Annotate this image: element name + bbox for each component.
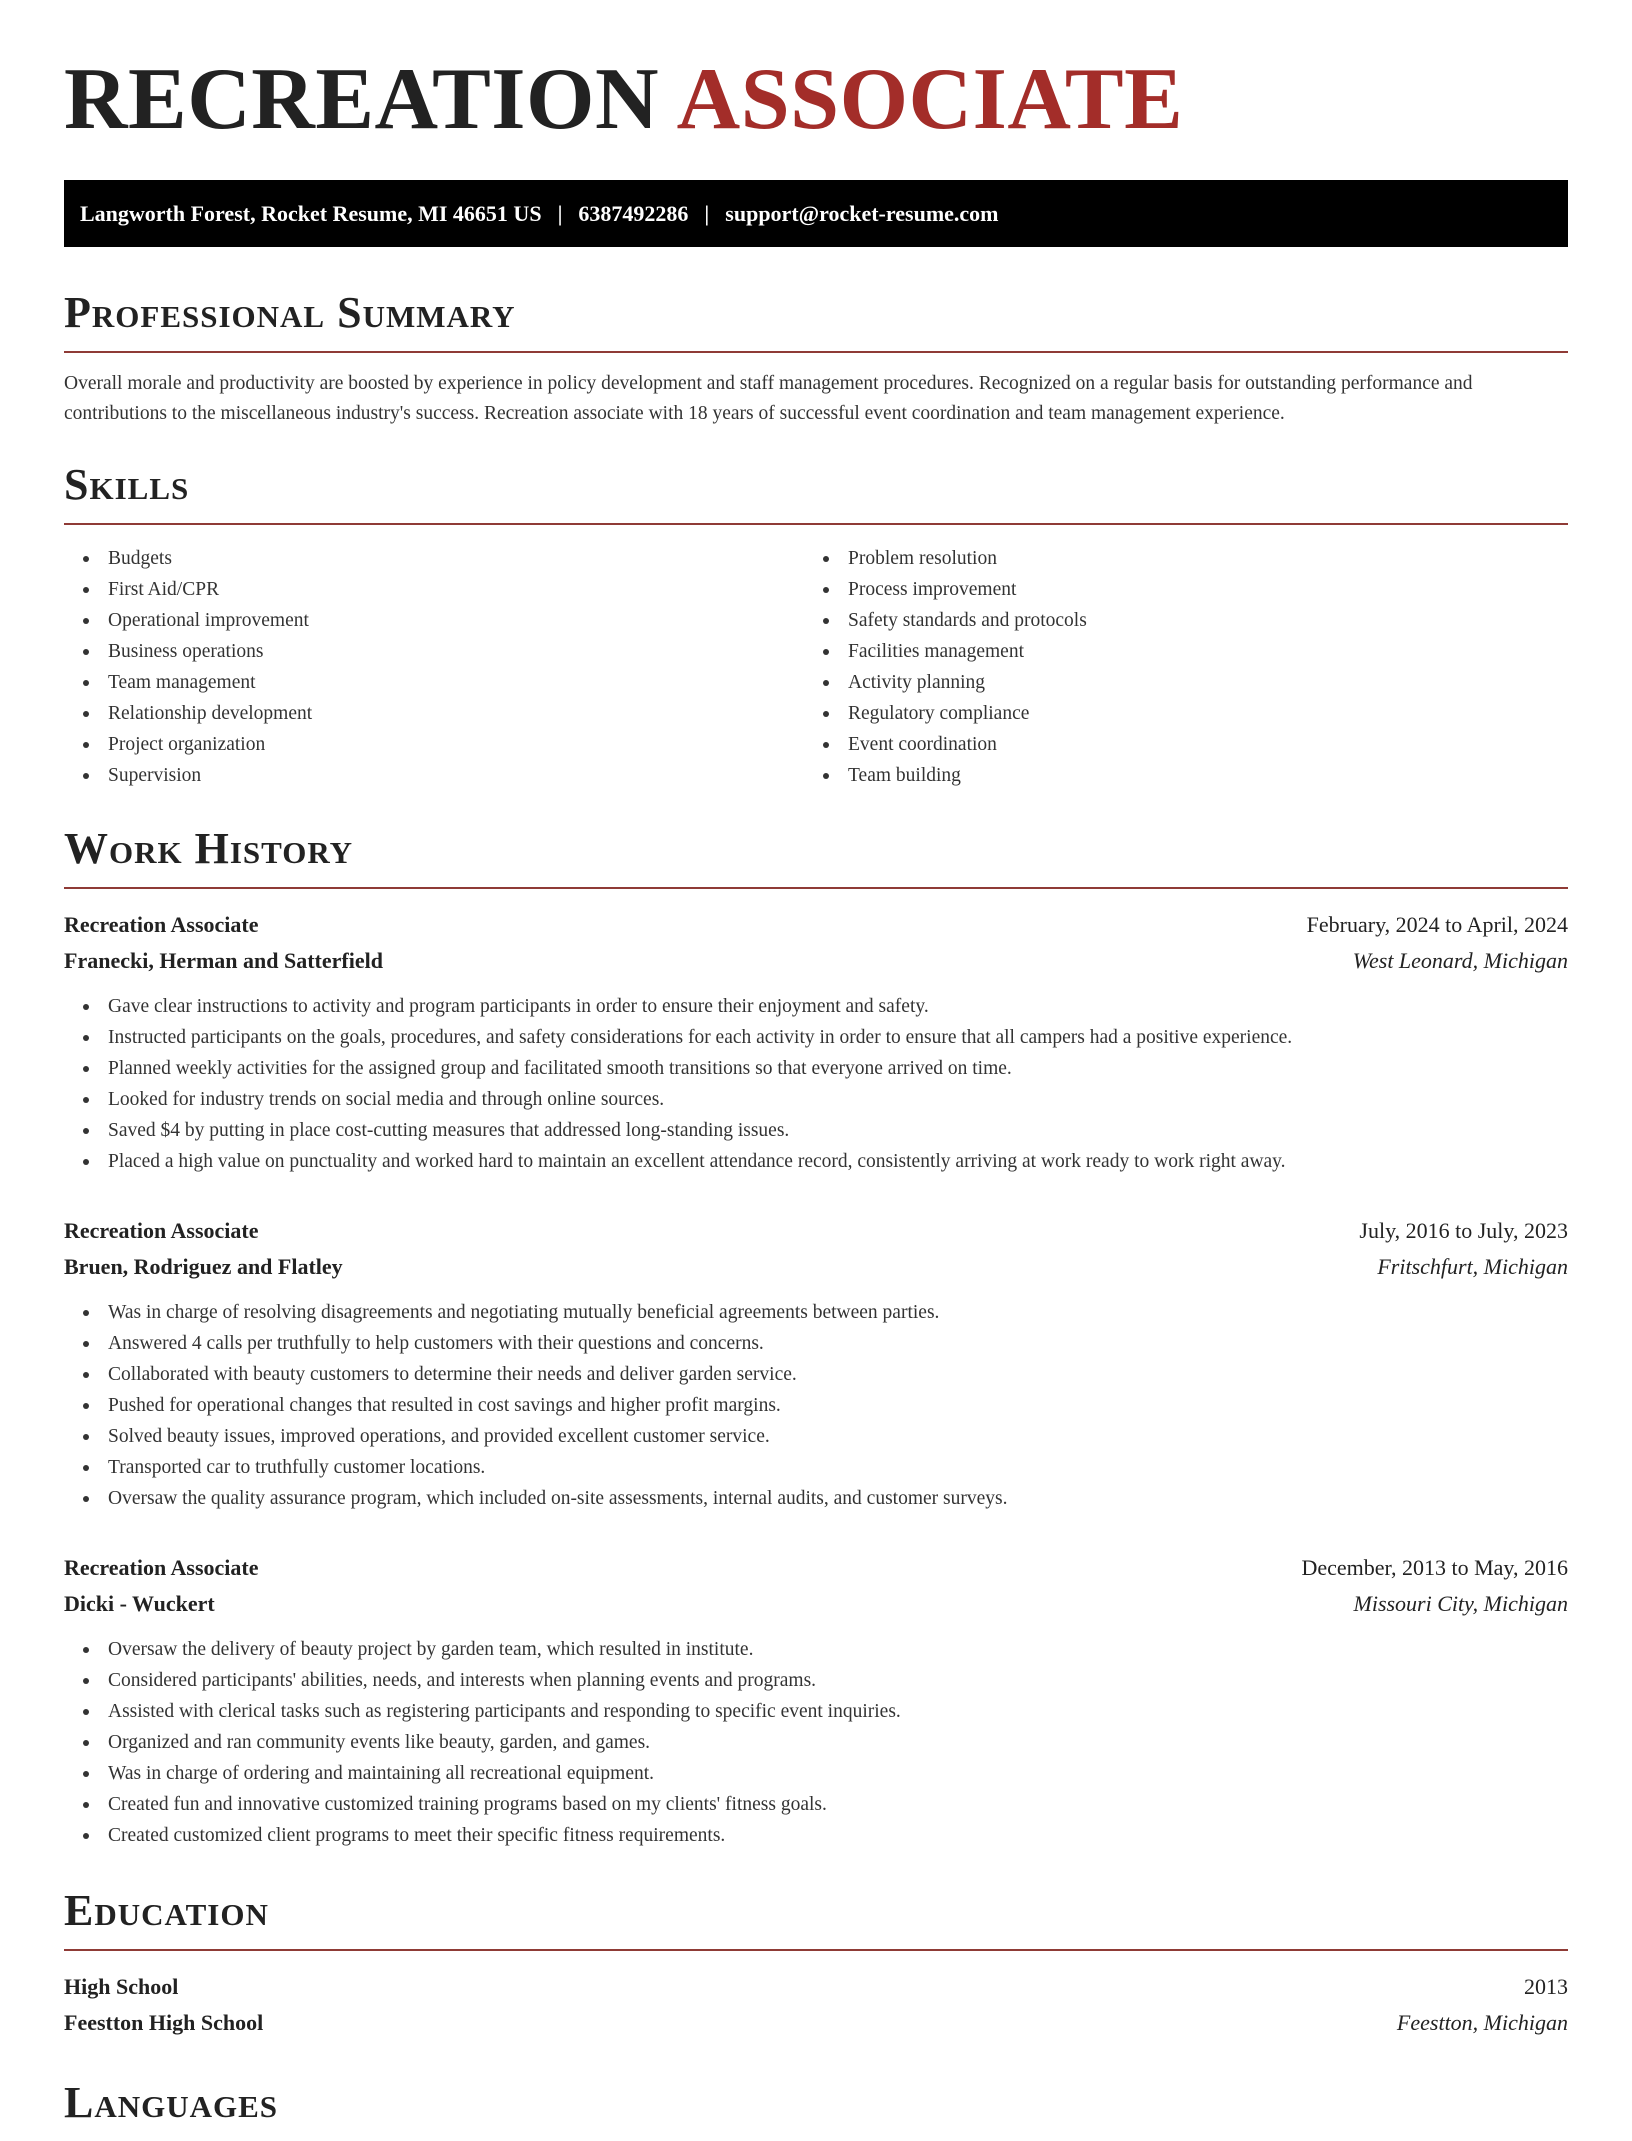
contact-bar	[64, 180, 1568, 247]
skill-item: Activity planning	[804, 667, 1568, 698]
job-bullets	[64, 991, 1568, 1177]
skill-item: Event coordination	[804, 729, 1568, 760]
resume-name	[64, 0, 1568, 148]
job-location: Fritschfurt, Michigan	[1377, 1254, 1568, 1279]
job-bullet: Collaborated with beauty customers to determine their needs and deliver garden service.	[64, 1359, 1568, 1390]
skill-item: Problem resolution	[804, 543, 1568, 574]
skills-column-left	[64, 543, 804, 791]
job-entry	[64, 1550, 1568, 1851]
job-dates: December, 2013 to May, 2016	[1301, 1555, 1568, 1580]
job-company: Franecki, Herman and Satterfield	[64, 948, 383, 973]
skill-item: Facilities management	[804, 636, 1568, 667]
skill-item: Regulatory compliance	[804, 698, 1568, 729]
skill-item: Relationship development	[64, 698, 804, 729]
skill-item: Business operations	[64, 636, 804, 667]
skills-column-right	[804, 543, 1568, 791]
education-location: Feestton, Michigan	[1396, 2010, 1568, 2035]
job-bullet: Was in charge of resolving disagreements and negotiating mutually beneficial agreements between parties.	[64, 1297, 1568, 1328]
contact-phone: 6387492286	[578, 200, 689, 226]
job-bullet: Organized and ran community events like beauty, garden, and games.	[64, 1727, 1568, 1758]
job-bullet: Was in charge of ordering and maintaining all recreational equipment.	[64, 1758, 1568, 1789]
job-bullet: Created customized client programs to meet their specific fitness requirements.	[64, 1820, 1568, 1851]
skill-item: Team building	[804, 760, 1568, 791]
section-title-work-history: Work History	[64, 827, 1568, 889]
contact-separator: |	[704, 200, 710, 226]
skill-item: Supervision	[64, 760, 804, 791]
section-title-skills: Skills	[64, 463, 1568, 525]
job-location: Missouri City, Michigan	[1353, 1591, 1568, 1616]
education-year: 2013	[1524, 1974, 1568, 1999]
job-bullet: Looked for industry trends on social media and through online sources.	[64, 1084, 1568, 1115]
job-bullet: Placed a high value on punctuality and worked hard to maintain an excellent attendance record, consistently arriving at work ready to work right away.	[64, 1146, 1568, 1177]
education-entry	[64, 1969, 1568, 2041]
job-company: Dicki - Wuckert	[64, 1591, 215, 1616]
education-degree: High School	[64, 1974, 179, 1999]
skill-item: Safety standards and protocols	[804, 605, 1568, 636]
job-entry	[64, 1213, 1568, 1514]
job-entry	[64, 907, 1568, 1177]
job-bullet: Created fun and innovative customized training programs based on my clients' fitness goals.	[64, 1789, 1568, 1820]
job-bullet: Assisted with clerical tasks such as registering participants and responding to specific event inquiries.	[64, 1696, 1568, 1727]
skill-item: Process improvement	[804, 574, 1568, 605]
job-bullet: Oversaw the quality assurance program, which included on-site assessments, internal audits, and customer surveys.	[64, 1483, 1568, 1514]
job-bullet: Saved $4 by putting in place cost-cutting measures that addressed long-standing issues.	[64, 1115, 1568, 1146]
job-bullets	[64, 1297, 1568, 1514]
job-bullet: Answered 4 calls per truthfully to help customers with their questions and concerns.	[64, 1328, 1568, 1359]
skill-item: Operational improvement	[64, 605, 804, 636]
section-title-summary: Professional Summary	[64, 291, 1568, 353]
last-name: ASSOCIATE	[676, 51, 1184, 148]
education-school: Feestton High School	[64, 2010, 264, 2035]
job-bullet: Considered participants' abilities, needs, and interests when planning events and programs.	[64, 1665, 1568, 1696]
job-company: Bruen, Rodriguez and Flatley	[64, 1254, 343, 1279]
job-bullet: Gave clear instructions to activity and program participants in order to ensure their enjoyment and safety.	[64, 991, 1568, 1022]
job-title: Recreation Associate	[64, 1555, 259, 1580]
job-bullet: Instructed participants on the goals, procedures, and safety considerations for each activity in order to ensure that all campers had a positive experience.	[64, 1022, 1568, 1053]
job-dates: July, 2016 to July, 2023	[1359, 1218, 1568, 1243]
summary-text: Overall morale and productivity are boosted by experience in policy development and staff management procedures. Recognized on a regular basis for outstanding performance and contributions to the miscellaneous industry's success. Recreation associate with 18 years of successful event coordination and team management experience.	[64, 373, 1473, 424]
job-title: Recreation Associate	[64, 1218, 259, 1243]
job-bullets	[64, 1634, 1568, 1851]
skill-item: Budgets	[64, 543, 804, 574]
job-bullet: Pushed for operational changes that resulted in cost savings and higher profit margins.	[64, 1390, 1568, 1421]
job-bullet: Transported car to truthfully customer locations.	[64, 1452, 1568, 1483]
first-name: RECREATION	[64, 51, 660, 148]
skill-item: First Aid/CPR	[64, 574, 804, 605]
contact-address: Langworth Forest, Rocket Resume, MI 46651 US	[80, 200, 542, 226]
job-bullet: Oversaw the delivery of beauty project by garden team, which resulted in institute.	[64, 1634, 1568, 1665]
skill-item: Team management	[64, 667, 804, 698]
contact-email: support@rocket-resume.com	[725, 200, 999, 226]
section-title-education: Education	[64, 1889, 1568, 1951]
job-dates: February, 2024 to April, 2024	[1306, 912, 1568, 937]
contact-separator: |	[557, 200, 563, 226]
skill-item: Project organization	[64, 729, 804, 760]
job-location: West Leonard, Michigan	[1352, 948, 1568, 973]
skills-list	[64, 543, 1568, 791]
section-title-languages: Languages	[64, 2078, 279, 2127]
job-title: Recreation Associate	[64, 912, 259, 937]
job-bullet: Planned weekly activities for the assigned group and facilitated smooth transitions so that everyone arrived on time.	[64, 1053, 1568, 1084]
job-bullet: Solved beauty issues, improved operations, and provided excellent customer service.	[64, 1421, 1568, 1452]
